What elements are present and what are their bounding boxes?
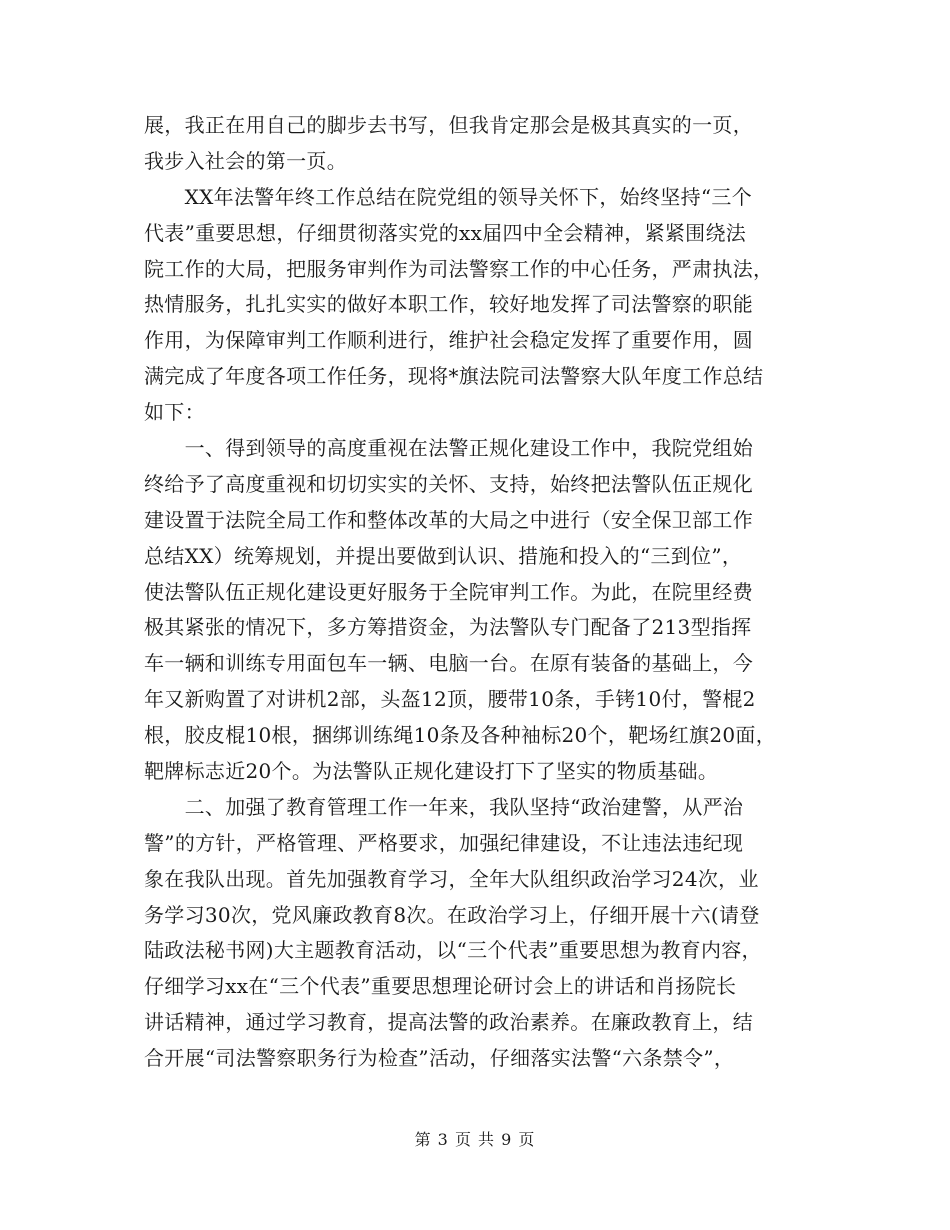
text-line: 陆政法秘书网)大主题教育活动，以“三个代表”重要思想为教育内容， — [144, 938, 762, 963]
text-line: 二、加强了教育管理工作一年来，我队坚持“政治建警，从严治 — [144, 794, 744, 819]
body-text — [144, 108, 820, 1077]
text-line: 院工作的大局，把服务审判作为司法警察工作的中心任务，严肃执法， — [144, 256, 774, 281]
text-line: 总结XX）统筹规划，并提出要做到认识、措施和投入的“三到位”， — [144, 543, 743, 568]
text-line: 满完成了年度各项工作任务，现将*旗法院司法警察大队年度工作总结 — [144, 364, 764, 389]
text-line: 代表”重要思想，仔细贯彻落实党的xx届四中全会精神，紧紧围绕法 — [144, 220, 747, 245]
text-line: 讲话精神，通过学习教育，提高法警的政治素养。在廉政教育上，结 — [144, 1010, 753, 1035]
text-line: 建设置于法院全局工作和整体改革的大局之中进行（安全保卫部工作 — [144, 507, 753, 532]
text-line: 使法警队伍正规化建设更好服务于全院审判工作。为此，在院里经费 — [144, 579, 753, 604]
text-line: 热情服务，扎扎实实的做好本职工作，较好地发挥了司法警察的职能 — [144, 292, 753, 317]
text-line: XX年法警年终工作总结在院党组的领导关怀下，始终坚持“三个 — [144, 184, 753, 209]
text-line: 终给予了高度重视和切切实实的关怀、支持，始终把法警队伍正规化 — [144, 471, 753, 496]
text-line: 根，胶皮棍10根，捆绑训练绳10条及各种袖标20个，靶场红旗20面， — [144, 723, 776, 748]
text-line: 如下： — [144, 400, 205, 425]
page-footer: 第 3 页 共 9 页 — [414, 1130, 536, 1149]
text-line: 象在我队出现。首先加强教育学习，全年大队组织政治学习24次，业 — [144, 866, 759, 891]
text-line: 一、得到领导的高度重视在法警正规化建设工作中，我院党组始 — [144, 436, 753, 461]
text-line: 仔细学习xx在“三个代表”重要思想理论研讨会上的讲话和肖扬院长 — [144, 974, 737, 999]
text-line: 年又新购置了对讲机2部，头盔12顶，腰带10条，手铐10付，警棍2 — [144, 687, 756, 712]
text-line: 靶牌标志近20个。为法警队正规化建设打下了坚实的物质基础。 — [144, 759, 719, 784]
text-line: 警”的方针，严格管理、严格要求，加强纪律建设，不让违法违纪现 — [144, 830, 744, 855]
text-line: 合开展“司法警察职务行为检查”活动，仔细落实法警“六条禁令”， — [144, 1046, 735, 1071]
text-line: 务学习30次，党风廉政教育8次。在政治学习上，仔细开展十六(请登 — [144, 902, 760, 927]
text-line: 展，我正在用自己的脚步去书写，但我肯定那会是极其真实的一页， — [144, 113, 753, 137]
text-line: 车一辆和训练专用面包车一辆、电脑一台。在原有装备的基础上，今 — [144, 651, 753, 676]
text-line: 作用，为保障审判工作顺利进行，维护社会稳定发挥了重要作用，圆 — [144, 328, 753, 353]
text-line: 极其紧张的情况下，多方筹措资金，为法警队专门配备了213型指挥 — [144, 615, 752, 640]
text-line: 我步入社会的第一页。 — [144, 148, 347, 173]
